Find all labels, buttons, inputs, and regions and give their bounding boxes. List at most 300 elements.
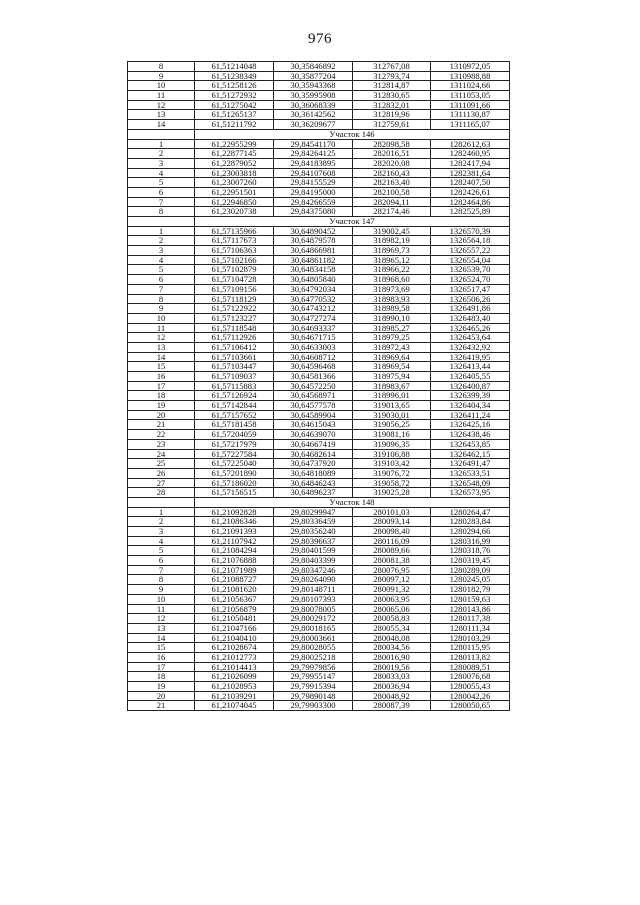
x-coordinate-cell: 318990,10	[353, 313, 431, 323]
latitude-cell: 61,21012773	[195, 652, 274, 662]
latitude-cell: 61,57104728	[195, 275, 274, 285]
y-coordinate-cell: 1326554,04	[431, 255, 510, 265]
point-number-cell: 12	[128, 100, 195, 110]
y-coordinate-cell: 1310972,05	[431, 62, 510, 72]
point-number-cell: 4	[128, 536, 195, 546]
point-number-cell: 1	[128, 226, 195, 236]
latitude-cell: 61,57103447	[195, 362, 274, 372]
latitude-cell: 61,22955299	[195, 139, 274, 149]
x-coordinate-cell: 280116,09	[353, 536, 431, 546]
y-coordinate-cell: 1326524,70	[431, 275, 510, 285]
x-coordinate-cell: 318972,43	[353, 342, 431, 352]
y-coordinate-cell: 1311024,66	[431, 81, 510, 91]
longitude-cell: 30,64608712	[274, 352, 353, 362]
point-number-cell: 15	[128, 362, 195, 372]
table-row	[128, 594, 510, 604]
page-number: 976	[308, 31, 332, 47]
point-number-cell: 27	[128, 478, 195, 488]
table-row	[128, 565, 510, 575]
x-coordinate-cell: 318989,58	[353, 304, 431, 314]
point-number-cell: 25	[128, 459, 195, 469]
x-coordinate-cell: 280048,08	[353, 633, 431, 643]
x-coordinate-cell: 280089,66	[353, 546, 431, 556]
point-number-cell: 6	[128, 187, 195, 197]
y-coordinate-cell: 1311165,07	[431, 120, 510, 130]
latitude-cell: 61,57201890	[195, 468, 274, 478]
y-coordinate-cell: 1326557,22	[431, 246, 510, 256]
table-row	[128, 139, 510, 149]
longitude-cell: 30,64879578	[274, 236, 353, 246]
x-coordinate-cell: 318973,69	[353, 284, 431, 294]
x-coordinate-cell: 318969,64	[353, 352, 431, 362]
point-number-cell: 5	[128, 178, 195, 188]
latitude-cell: 61,57156515	[195, 488, 274, 498]
latitude-cell: 61,51211792	[195, 120, 274, 130]
table-row	[128, 255, 510, 265]
point-number-cell: 14	[128, 352, 195, 362]
x-coordinate-cell: 312759,61	[353, 120, 431, 130]
point-number-cell: 21	[128, 701, 195, 711]
y-coordinate-cell: 1326483,40	[431, 313, 510, 323]
point-number-cell: 24	[128, 449, 195, 459]
longitude-cell: 30,64581366	[274, 372, 353, 382]
y-coordinate-cell: 1280159,63	[431, 594, 510, 604]
latitude-cell: 61,22879052	[195, 158, 274, 168]
x-coordinate-cell: 312793,74	[353, 71, 431, 81]
point-number-cell: 21	[128, 420, 195, 430]
latitude-cell: 61,21071989	[195, 565, 274, 575]
latitude-cell: 61,21074045	[195, 701, 274, 711]
y-coordinate-cell: 1326506,26	[431, 294, 510, 304]
longitude-cell: 30,64792034	[274, 284, 353, 294]
section-header-blank-cell	[128, 129, 195, 139]
x-coordinate-cell: 280093,14	[353, 517, 431, 527]
point-number-cell: 12	[128, 333, 195, 343]
latitude-cell: 61,57112926	[195, 333, 274, 343]
x-coordinate-cell: 319056,25	[353, 420, 431, 430]
y-coordinate-cell: 1326425,16	[431, 420, 510, 430]
longitude-cell: 30,64834158	[274, 265, 353, 275]
latitude-cell: 61,21084294	[195, 546, 274, 556]
point-number-cell: 14	[128, 120, 195, 130]
longitude-cell: 30,36142562	[274, 110, 353, 120]
point-number-cell: 15	[128, 643, 195, 653]
x-coordinate-cell: 319002,45	[353, 226, 431, 236]
y-coordinate-cell: 1310988,88	[431, 71, 510, 81]
table-row	[128, 226, 510, 236]
x-coordinate-cell: 280016,90	[353, 652, 431, 662]
point-number-cell: 5	[128, 265, 195, 275]
y-coordinate-cell: 1326432,92	[431, 342, 510, 352]
x-coordinate-cell: 282163,40	[353, 178, 431, 188]
longitude-cell: 29,84266559	[274, 197, 353, 207]
latitude-cell: 61,57102879	[195, 265, 274, 275]
longitude-cell: 29,80078005	[274, 604, 353, 614]
longitude-cell: 30,64572250	[274, 381, 353, 391]
y-coordinate-cell: 1280289,09	[431, 565, 510, 575]
x-coordinate-cell: 280063,95	[353, 594, 431, 604]
y-coordinate-cell: 1326462,15	[431, 449, 510, 459]
point-number-cell: 16	[128, 652, 195, 662]
table-row	[128, 197, 510, 207]
table-row	[128, 546, 510, 556]
table-row	[128, 323, 510, 333]
longitude-cell: 29,80347246	[274, 565, 353, 575]
point-number-cell: 8	[128, 294, 195, 304]
y-coordinate-cell: 1280318,76	[431, 546, 510, 556]
table-row	[128, 313, 510, 323]
longitude-cell: 30,64818089	[274, 468, 353, 478]
latitude-cell: 61,57118548	[195, 323, 274, 333]
longitude-cell: 30,64682614	[274, 449, 353, 459]
point-number-cell: 16	[128, 372, 195, 382]
x-coordinate-cell: 280098,40	[353, 527, 431, 537]
x-coordinate-cell: 318982,19	[353, 236, 431, 246]
latitude-cell: 61,23003818	[195, 168, 274, 178]
point-number-cell: 7	[128, 197, 195, 207]
table-row	[128, 420, 510, 430]
longitude-cell: 30,64568971	[274, 391, 353, 401]
latitude-cell: 61,57106412	[195, 342, 274, 352]
longitude-cell: 30,64589904	[274, 410, 353, 420]
longitude-cell: 30,64743212	[274, 304, 353, 314]
y-coordinate-cell: 1280050,65	[431, 701, 510, 711]
y-coordinate-cell: 1280319,45	[431, 556, 510, 566]
table-row	[128, 110, 510, 120]
x-coordinate-cell: 312832,01	[353, 100, 431, 110]
longitude-cell: 29,80148711	[274, 585, 353, 595]
latitude-cell: 61,51265137	[195, 110, 274, 120]
table-row	[128, 575, 510, 585]
y-coordinate-cell: 1326453,85	[431, 439, 510, 449]
point-number-cell: 2	[128, 236, 195, 246]
x-coordinate-cell: 318979,25	[353, 333, 431, 343]
point-number-cell: 26	[128, 468, 195, 478]
x-coordinate-cell: 282098,58	[353, 139, 431, 149]
x-coordinate-cell: 319096,35	[353, 439, 431, 449]
x-coordinate-cell: 318983,93	[353, 294, 431, 304]
point-number-cell: 19	[128, 682, 195, 692]
y-coordinate-cell: 1326533,51	[431, 468, 510, 478]
table-row	[128, 556, 510, 566]
point-number-cell: 7	[128, 565, 195, 575]
x-coordinate-cell: 319103,42	[353, 459, 431, 469]
y-coordinate-cell: 1311091,66	[431, 100, 510, 110]
y-coordinate-cell: 1280115,95	[431, 643, 510, 653]
longitude-cell: 29,80018165	[274, 623, 353, 633]
x-coordinate-cell: 282160,43	[353, 168, 431, 178]
latitude-cell: 61,21028674	[195, 643, 274, 653]
y-coordinate-cell: 1280055,43	[431, 682, 510, 692]
x-coordinate-cell: 318968,60	[353, 275, 431, 285]
latitude-cell: 61,57204059	[195, 430, 274, 440]
table-row	[128, 672, 510, 682]
latitude-cell: 61,22877145	[195, 149, 274, 159]
x-coordinate-cell: 282020,08	[353, 158, 431, 168]
point-number-cell: 23	[128, 439, 195, 449]
x-coordinate-cell: 280048,92	[353, 691, 431, 701]
longitude-cell: 29,79890148	[274, 691, 353, 701]
y-coordinate-cell: 1280103,29	[431, 633, 510, 643]
y-coordinate-cell: 1280294,66	[431, 527, 510, 537]
x-coordinate-cell: 280091,32	[353, 585, 431, 595]
table-row	[128, 372, 510, 382]
longitude-cell: 30,64861182	[274, 255, 353, 265]
x-coordinate-cell: 319106,88	[353, 449, 431, 459]
latitude-cell: 61,21107942	[195, 536, 274, 546]
section-title: Участок 146	[195, 129, 510, 139]
point-number-cell: 13	[128, 342, 195, 352]
section-title: Участок 148	[195, 497, 510, 507]
x-coordinate-cell: 318969,54	[353, 362, 431, 372]
longitude-cell: 29,84375080	[274, 207, 353, 217]
point-number-cell: 4	[128, 168, 195, 178]
longitude-cell: 29,84155529	[274, 178, 353, 188]
point-number-cell: 9	[128, 71, 195, 81]
longitude-cell: 30,35995908	[274, 91, 353, 101]
point-number-cell: 1	[128, 139, 195, 149]
point-number-cell: 7	[128, 284, 195, 294]
y-coordinate-cell: 1280283,84	[431, 517, 510, 527]
longitude-cell: 29,79979856	[274, 662, 353, 672]
y-coordinate-cell: 1326405,55	[431, 372, 510, 382]
longitude-cell: 29,79903300	[274, 701, 353, 711]
point-number-cell: 22	[128, 430, 195, 440]
y-coordinate-cell: 1282407,50	[431, 178, 510, 188]
x-coordinate-cell: 318965,12	[353, 255, 431, 265]
longitude-cell: 29,84183895	[274, 158, 353, 168]
latitude-cell: 61,21026099	[195, 672, 274, 682]
table-row	[128, 701, 510, 711]
point-number-cell: 6	[128, 556, 195, 566]
table-row	[128, 158, 510, 168]
table-row	[128, 652, 510, 662]
longitude-cell: 29,80028055	[274, 643, 353, 653]
coordinates-table-body	[128, 62, 510, 711]
longitude-cell: 29,80396637	[274, 536, 353, 546]
latitude-cell: 61,57123227	[195, 313, 274, 323]
table-row	[128, 527, 510, 537]
latitude-cell: 61,21081620	[195, 585, 274, 595]
latitude-cell: 61,57142844	[195, 401, 274, 411]
latitude-cell: 61,21039291	[195, 691, 274, 701]
latitude-cell: 61,21050481	[195, 614, 274, 624]
coordinates-table	[127, 61, 510, 711]
point-number-cell: 8	[128, 62, 195, 72]
table-row	[128, 430, 510, 440]
latitude-cell: 61,57225040	[195, 459, 274, 469]
longitude-cell: 30,64693337	[274, 323, 353, 333]
longitude-cell: 29,79955147	[274, 672, 353, 682]
y-coordinate-cell: 1280076,68	[431, 672, 510, 682]
latitude-cell: 61,21040410	[195, 633, 274, 643]
table-row	[128, 662, 510, 672]
latitude-cell: 61,57227584	[195, 449, 274, 459]
table-row	[128, 100, 510, 110]
table-row	[128, 265, 510, 275]
point-number-cell: 1	[128, 507, 195, 517]
point-number-cell: 17	[128, 381, 195, 391]
y-coordinate-cell: 1280042,26	[431, 691, 510, 701]
x-coordinate-cell: 312830,65	[353, 91, 431, 101]
x-coordinate-cell: 282016,51	[353, 149, 431, 159]
latitude-cell: 61,57157652	[195, 410, 274, 420]
table-row	[128, 410, 510, 420]
longitude-cell: 30,64577578	[274, 401, 353, 411]
point-number-cell: 4	[128, 255, 195, 265]
x-coordinate-cell: 318985,27	[353, 323, 431, 333]
table-row	[128, 362, 510, 372]
table-row	[128, 614, 510, 624]
longitude-cell: 30,36209677	[274, 120, 353, 130]
table-row	[128, 275, 510, 285]
longitude-cell: 29,80029172	[274, 614, 353, 624]
y-coordinate-cell: 1280316,99	[431, 536, 510, 546]
x-coordinate-cell: 318975,94	[353, 372, 431, 382]
latitude-cell: 61,57181458	[195, 420, 274, 430]
table-row	[128, 488, 510, 498]
latitude-cell: 61,21086346	[195, 517, 274, 527]
y-coordinate-cell: 1280113,82	[431, 652, 510, 662]
longitude-cell: 29,79915394	[274, 682, 353, 692]
y-coordinate-cell: 1282381,64	[431, 168, 510, 178]
y-coordinate-cell: 1280143,86	[431, 604, 510, 614]
table-row	[128, 71, 510, 81]
x-coordinate-cell: 312814,87	[353, 81, 431, 91]
y-coordinate-cell: 1326491,86	[431, 304, 510, 314]
table-row	[128, 391, 510, 401]
point-number-cell: 18	[128, 672, 195, 682]
table-row	[128, 536, 510, 546]
table-row	[128, 207, 510, 217]
section-header-blank-cell	[128, 217, 195, 227]
y-coordinate-cell: 1282460,95	[431, 149, 510, 159]
table-row	[128, 284, 510, 294]
x-coordinate-cell: 282174,46	[353, 207, 431, 217]
y-coordinate-cell: 1326400,87	[431, 381, 510, 391]
x-coordinate-cell: 282100,58	[353, 187, 431, 197]
y-coordinate-cell: 1311130,87	[431, 110, 510, 120]
latitude-cell: 61,21056879	[195, 604, 274, 614]
longitude-cell: 30,64846243	[274, 478, 353, 488]
x-coordinate-cell: 318983,67	[353, 381, 431, 391]
section-header-row	[128, 129, 510, 139]
latitude-cell: 61,57126924	[195, 391, 274, 401]
longitude-cell: 29,80264090	[274, 575, 353, 585]
table-row	[128, 352, 510, 362]
point-number-cell: 18	[128, 391, 195, 401]
longitude-cell: 30,64667419	[274, 439, 353, 449]
x-coordinate-cell: 280076,95	[353, 565, 431, 575]
table-row	[128, 149, 510, 159]
longitude-cell: 29,80003661	[274, 633, 353, 643]
point-number-cell: 2	[128, 149, 195, 159]
table-row	[128, 585, 510, 595]
table-row	[128, 187, 510, 197]
longitude-cell: 30,36068339	[274, 100, 353, 110]
latitude-cell: 61,51272932	[195, 91, 274, 101]
y-coordinate-cell: 1280245,05	[431, 575, 510, 585]
x-coordinate-cell: 280087,39	[353, 701, 431, 711]
point-number-cell: 10	[128, 81, 195, 91]
latitude-cell: 61,51258126	[195, 81, 274, 91]
longitude-cell: 29,80025218	[274, 652, 353, 662]
y-coordinate-cell: 1280089,51	[431, 662, 510, 672]
latitude-cell: 61,57115883	[195, 381, 274, 391]
longitude-cell: 30,35846892	[274, 62, 353, 72]
y-coordinate-cell: 1326539,70	[431, 265, 510, 275]
section-title: Участок 147	[195, 217, 510, 227]
point-number-cell: 11	[128, 323, 195, 333]
point-number-cell: 9	[128, 304, 195, 314]
table-row	[128, 294, 510, 304]
table-row	[128, 120, 510, 130]
table-row	[128, 468, 510, 478]
longitude-cell: 29,80356240	[274, 527, 353, 537]
table-row	[128, 168, 510, 178]
longitude-cell: 30,64890452	[274, 226, 353, 236]
y-coordinate-cell: 1326404,34	[431, 401, 510, 411]
latitude-cell: 61,57118129	[195, 294, 274, 304]
latitude-cell: 61,21076888	[195, 556, 274, 566]
point-number-cell: 12	[128, 614, 195, 624]
x-coordinate-cell: 312767,08	[353, 62, 431, 72]
table-row	[128, 304, 510, 314]
table-row	[128, 401, 510, 411]
x-coordinate-cell: 319058,72	[353, 478, 431, 488]
longitude-cell: 29,80107393	[274, 594, 353, 604]
longitude-cell: 29,84195000	[274, 187, 353, 197]
y-coordinate-cell: 1326399,39	[431, 391, 510, 401]
latitude-cell: 61,23020738	[195, 207, 274, 217]
latitude-cell: 61,23007260	[195, 178, 274, 188]
point-number-cell: 14	[128, 633, 195, 643]
latitude-cell: 61,21014413	[195, 662, 274, 672]
longitude-cell: 30,64596468	[274, 362, 353, 372]
point-number-cell: 11	[128, 91, 195, 101]
x-coordinate-cell: 280019,56	[353, 662, 431, 672]
latitude-cell: 61,51214048	[195, 62, 274, 72]
table-row	[128, 178, 510, 188]
x-coordinate-cell: 280101,03	[353, 507, 431, 517]
y-coordinate-cell: 1326491,47	[431, 459, 510, 469]
longitude-cell: 29,84541170	[274, 139, 353, 149]
x-coordinate-cell: 280058,83	[353, 614, 431, 624]
point-number-cell: 3	[128, 527, 195, 537]
y-coordinate-cell: 1280117,38	[431, 614, 510, 624]
x-coordinate-cell: 319025,28	[353, 488, 431, 498]
longitude-cell: 30,64805840	[274, 275, 353, 285]
y-coordinate-cell: 1280111,34	[431, 623, 510, 633]
y-coordinate-cell: 1326573,95	[431, 488, 510, 498]
longitude-cell: 30,64737920	[274, 459, 353, 469]
point-number-cell: 10	[128, 313, 195, 323]
point-number-cell: 2	[128, 517, 195, 527]
latitude-cell: 61,57102166	[195, 255, 274, 265]
y-coordinate-cell: 1282426,61	[431, 187, 510, 197]
table-row	[128, 633, 510, 643]
table-row	[128, 682, 510, 692]
y-coordinate-cell: 1326564,18	[431, 236, 510, 246]
latitude-cell: 61,57186020	[195, 478, 274, 488]
longitude-cell: 29,84264125	[274, 149, 353, 159]
y-coordinate-cell: 1326548,09	[431, 478, 510, 488]
table-row	[128, 517, 510, 527]
longitude-cell: 30,64671715	[274, 333, 353, 343]
table-row	[128, 62, 510, 72]
table-row	[128, 643, 510, 653]
table-row	[128, 439, 510, 449]
